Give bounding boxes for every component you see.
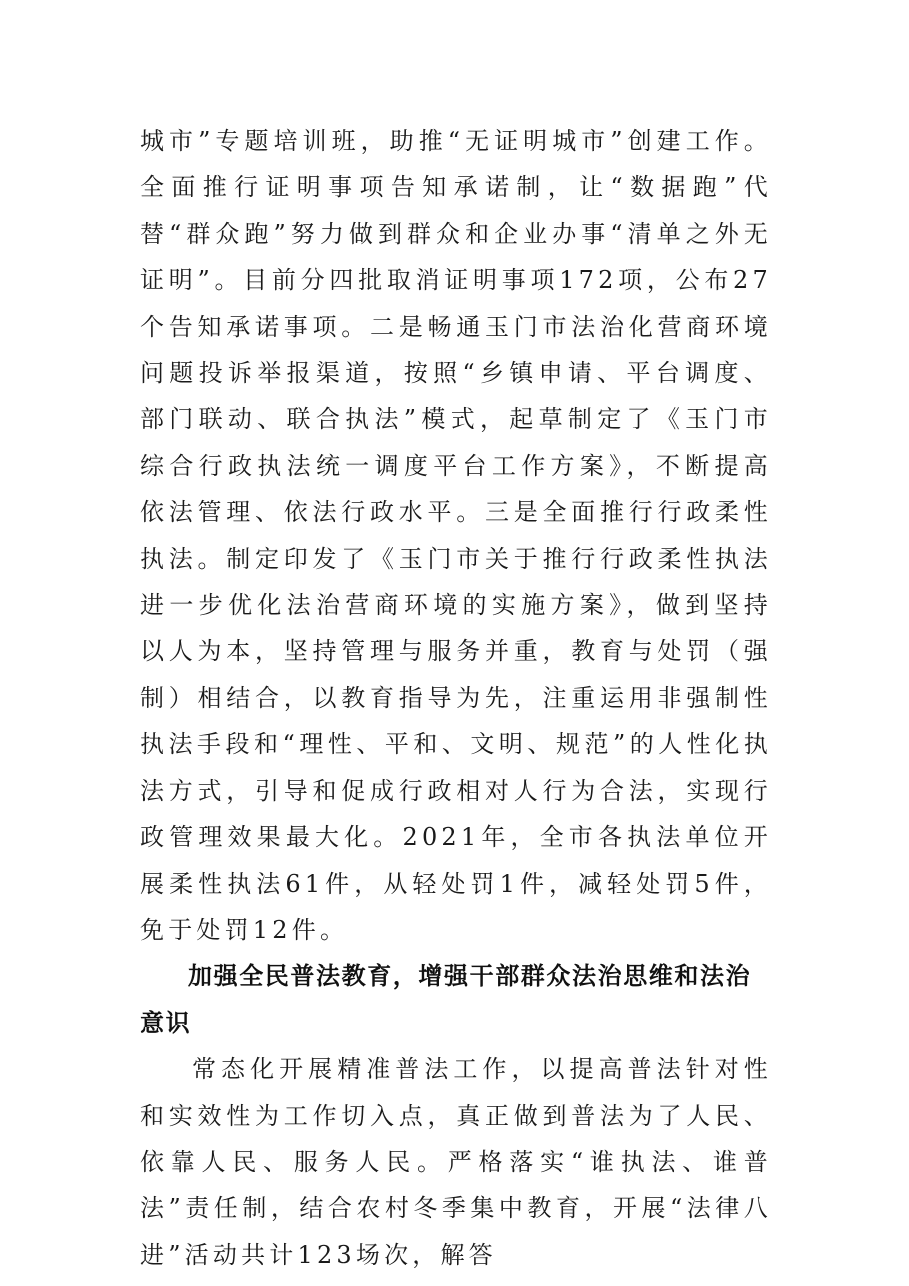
body-paragraph-continued: 城市”专题培训班，助推“无证明城市”创建工作。全面推行证明事项告知承诺制，让“数据跑”代替“群众跑”努力做到群众和企业办事“清单之外无证明”。目前分四批取消证明事项172项，公布27个告知承诺事项。二是畅通玉门市法治化营商环境问题投诉举报渠道，按照“乡镇申请、平台调度、部门联动、联合执法”模式，起草制定了《玉门市综合行政执法统一调度平台工作方案》，不断提高依法管理、依法行政水平。三是全面推行行政柔性执法。制定印发了《玉门市关于推行行政柔性执法进一步优化法治营商环境的实施方案》，做到坚持以人为本，坚持管理与服务并重，教育与处罚（强制）相结合，以教育指导为先，注重运用非强制性执法手段和“理性、平和、文明、规范”的人性化执法方式，引导和促成行政相对人行为合法，实现行政管理效果最大化。2021年，全市各执法单位开展柔性执法61件，从轻处罚1件，减轻处罚5件，免于处罚12件。 — [140, 127, 772, 944]
document-body — [140, 118, 772, 1278]
section-heading: 加强全民普法教育，增强干部群众法治思维和法治意识 — [140, 962, 752, 1037]
body-paragraph: 常态化开展精准普法工作，以提高普法针对性和实效性为工作切入点，真正做到普法为了人民、依靠人民、服务人民。严格落实“谁执法、谁普法”责任制，结合农村冬季集中教育，开展“法律八进”活动共计123场次，解答 — [140, 1055, 772, 1269]
